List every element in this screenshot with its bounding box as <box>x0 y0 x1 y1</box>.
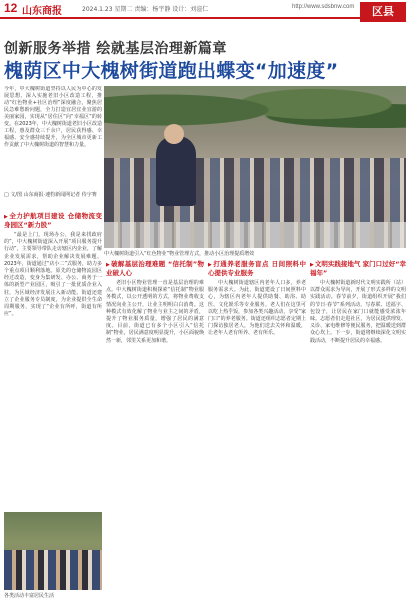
photo-chairs <box>104 222 406 248</box>
column-4 <box>310 258 406 596</box>
page-header <box>0 0 410 16</box>
photo-speaker <box>156 136 196 206</box>
main-photo <box>104 86 406 248</box>
section-body-3: 中大槐树街道辖区内老年人口多，养老服务需求大。为此，街道建设了日间照料中心，为辖区内老年人提供助餐、助浴、助医、文化娱乐等专业服务。老人们在这里可以吃上热乎饭，参加各类兴趣活动，享受“家门口”的养老服务。街道还组织志愿者定期上门探访独居老人，为他们送去关怀和温暖，让老年人老有所养、老有所乐。 <box>208 280 306 337</box>
section-title-3: ▶打通养老服务盲点 日间照料中心提供专业服务 <box>208 260 306 277</box>
site-url[interactable]: http://www.sdsbnw.com <box>292 4 355 10</box>
photo-trees <box>104 86 406 146</box>
article-byline: □ 文/图 山东商报·速豹新闻网记者 侍宇赛 <box>4 192 97 198</box>
bottom-photo <box>4 512 102 590</box>
article-lead: 今年，中大槐树街道坚持以人民为中心的发展思想，深入实施老旧小区改造工程，推动“红色物业+社区治理”深度融合，聚焦居民急难愁盼问题，全力打造宜居宜业宜游的美丽家园，实现从“居住区”向“幸福区”的转变。在2023年，中大槐树街道老旧小区改造工程，惠及群众三千余户，居民获得感、幸福感、安全感持续提升，为全区城市更新工作贡献了中大槐树街道的智慧和力量。 <box>4 86 102 148</box>
column-2 <box>106 258 204 596</box>
column-1 <box>4 210 102 510</box>
section-body-2: 老旧小区物业管理一直是基层治理的难点。中大槐树街道积极探索“信托制”物业服务模式，以公开透明的方式，将物业费收支情况向业主公开，让业主明明白白消费。这种模式有效化解了物业与业主之间的矛盾，提升了物业服务质量，增强了居民的满意度。目前，街道已有多个小区引入“信托制”物业，居民满意度明显提升，小区面貌焕然一新，邻里关系更加和谐。 <box>106 280 204 344</box>
column-3 <box>208 258 306 596</box>
paper-name: 山东商报 <box>22 6 62 17</box>
section-tag: 区县 <box>360 2 406 22</box>
section-title-2: ▶破解基层治理难题 “信托制”物业破人心 <box>106 260 204 277</box>
main-photo-caption: 中大槐树街道引入“红色物业”物业管理方式，推动小区治理提质增效 <box>104 251 255 257</box>
bottom-photo-caption: 各类活动丰富居民生活 <box>4 593 55 599</box>
header-divider <box>0 17 362 19</box>
issue-info: 2024.1.23 星期二 责编：杨宇静 设计：刘渲仁 <box>82 6 209 13</box>
article-headline: 槐荫区中大槐树街道跑出蝶变“加速度” <box>4 60 339 82</box>
section-body-4: 中大槐树街道新时代文明实践所（站）以群众需求为导向，开展了形式多样的文明实践活动。春节前夕，街道组织开展“我们的节日·春节”系列活动，写春联、送福字、包饺子，让居民在家门口就能感受浓浓年味。志愿者们走进社区，为居民提供理发、义诊、家电维修等便民服务，把温暖送到群众心坎上。下一步，街道将继续深化文明实践活动，不断提升居民的幸福感。 <box>310 280 406 344</box>
section-title-1: ▶全力护航项目建设 仓储物流变身园区“新力股” <box>4 212 102 229</box>
page-number: 12 <box>4 1 18 15</box>
article-subtitle: 创新服务举措 绘就基层治理新篇章 <box>4 41 227 57</box>
bottom-photo-people <box>4 550 102 590</box>
section-body-1: “最是上门，现场办公，我是来找政府的”，中大槐树街道深入开展“项目服务提升行动”，主要领导带队走访辖区内企业，了解企业发展需求，帮助企业解决发展难题。2023年，街道通过“店小二”式服务，助力多个重点项目顺利落地。原先的仓储物流园区经过改造，变身为集研发、办公、商务于一体的新型产业园区，吸引了一批优质企业入驻，为区域经济发展注入新动能。街道还建立了企业服务专员制度，为企业提供全生命周期服务，实现了“企业有所呼，街道有所应”。 <box>4 232 102 318</box>
photo-speaker-head <box>164 124 184 144</box>
section-title-4: ▶文明实践接地气 家门口过好“幸福年” <box>310 260 406 277</box>
